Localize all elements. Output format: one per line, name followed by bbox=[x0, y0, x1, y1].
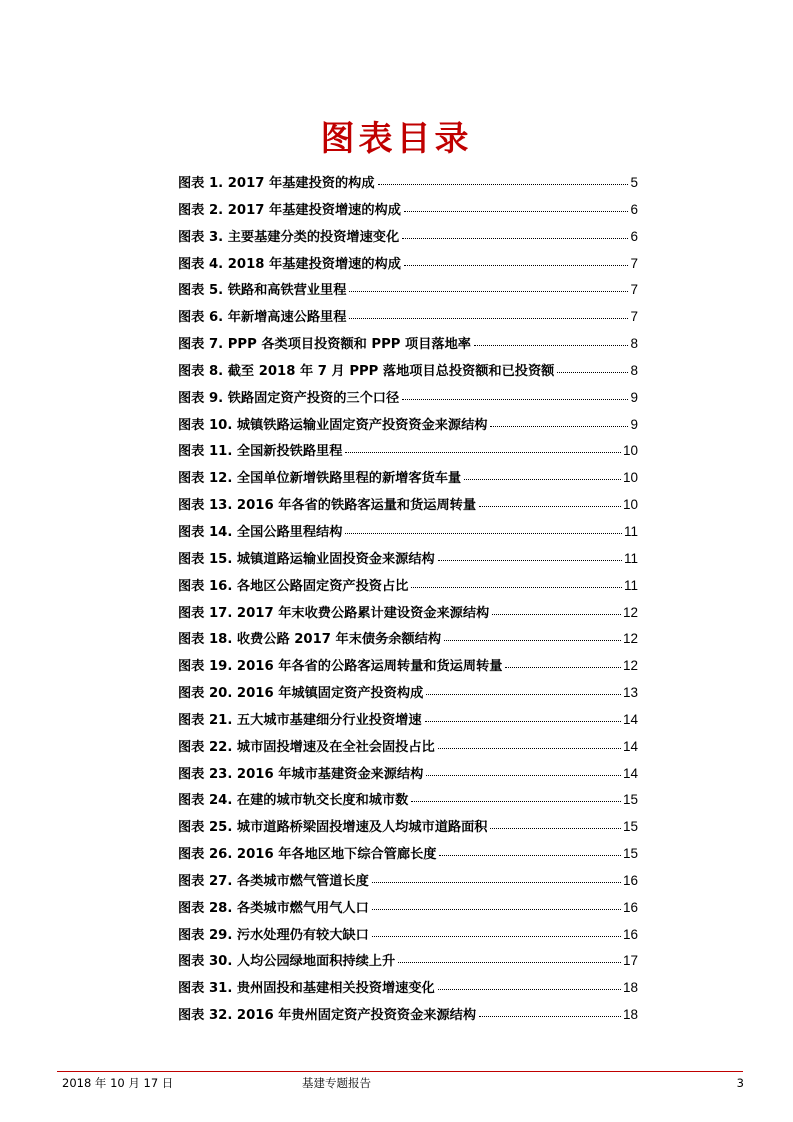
toc-entry[interactable] bbox=[178, 494, 638, 521]
toc-entry-label: 图表 1. 2017 年基建投资的构成 bbox=[178, 176, 375, 191]
toc-entry-label: 图表 4. 2018 年基建投资增速的构成 bbox=[178, 256, 401, 272]
toc-entry-page: 15 bbox=[622, 846, 638, 862]
toc-entry-label: 图表 9. 铁路固定资产投资的三个口径 bbox=[178, 390, 400, 406]
toc-entry-page: 17 bbox=[622, 953, 638, 969]
toc-entry[interactable] bbox=[178, 736, 638, 763]
toc-dot-leader bbox=[439, 855, 621, 856]
toc-entry-page: 6 bbox=[630, 228, 638, 244]
toc-dot-leader bbox=[404, 211, 629, 212]
footer-report-name: 基建专题报告 bbox=[302, 1076, 371, 1090]
toc-entry-label: 图表 8. 截至 2018 年 7 月 PPP 落地项目总投资额和已投资额 bbox=[178, 363, 555, 379]
toc-entry-page: 14 bbox=[622, 738, 638, 754]
toc-entry-page: 8 bbox=[630, 336, 638, 352]
toc-dot-leader bbox=[490, 426, 628, 427]
page-title: 图表目录 bbox=[320, 119, 473, 159]
toc-entry-page: 14 bbox=[622, 711, 638, 727]
toc-entry-page: 8 bbox=[630, 362, 638, 378]
toc-dot-leader bbox=[349, 291, 628, 292]
toc-entry-page: 11 bbox=[623, 577, 638, 593]
toc-entry-page: 5 bbox=[630, 175, 638, 190]
toc-entry[interactable] bbox=[178, 440, 638, 467]
toc-entry-label: 图表 25. 城市道路桥梁固投增速及人均城市道路面积 bbox=[178, 820, 488, 836]
toc-entry-label: 图表 31. 贵州固投和基建相关投资增速变化 bbox=[178, 981, 435, 997]
toc-dot-leader bbox=[490, 828, 620, 829]
toc-dot-leader bbox=[444, 640, 621, 641]
toc-dot-leader bbox=[505, 667, 621, 668]
toc-entry[interactable] bbox=[178, 172, 638, 199]
toc-entry-label: 图表 22. 城市固投增速及在全社会固投占比 bbox=[178, 739, 435, 755]
toc-entry[interactable] bbox=[178, 467, 638, 494]
toc-dot-leader bbox=[411, 801, 621, 802]
toc-entry-label: 图表 26. 2016 年各地区地下综合管廊长度 bbox=[178, 847, 437, 863]
toc-entry[interactable] bbox=[178, 924, 638, 951]
toc-entry[interactable] bbox=[178, 789, 638, 816]
toc-entry-label: 图表 16. 各地区公路固定资产投资占比 bbox=[178, 578, 409, 594]
toc-entry-page: 14 bbox=[622, 765, 638, 781]
toc-entry[interactable] bbox=[178, 816, 638, 843]
toc-entry-label: 图表 2. 2017 年基建投资增速的构成 bbox=[178, 202, 401, 218]
toc-entry[interactable] bbox=[178, 226, 638, 253]
toc-dot-leader bbox=[398, 962, 621, 963]
toc-entry[interactable] bbox=[178, 628, 638, 655]
toc-entry-label: 图表 13. 2016 年各省的铁路客运量和货运周转量 bbox=[178, 498, 477, 514]
toc-entry-page: 10 bbox=[622, 470, 638, 486]
toc-entry-label: 图表 3. 主要基建分类的投资增速变化 bbox=[178, 229, 400, 245]
toc-entry[interactable] bbox=[178, 1004, 638, 1031]
toc-dot-leader bbox=[404, 265, 629, 266]
toc-entry[interactable] bbox=[178, 977, 638, 1004]
toc-dot-leader bbox=[464, 479, 621, 480]
toc-entry-page: 9 bbox=[630, 416, 638, 432]
toc-entry-label: 图表 24. 在建的城市轨交长度和城市数 bbox=[178, 793, 409, 809]
toc-dot-leader bbox=[425, 721, 621, 722]
toc-entry[interactable] bbox=[178, 253, 638, 280]
toc-entry[interactable] bbox=[178, 360, 638, 387]
toc-dot-leader bbox=[345, 452, 621, 453]
toc-entry-label: 图表 27. 各类城市燃气管道长度 bbox=[178, 873, 369, 889]
toc-dot-leader bbox=[426, 694, 621, 695]
footer-divider bbox=[57, 1071, 743, 1072]
toc-entry[interactable] bbox=[178, 950, 638, 977]
toc-entry[interactable] bbox=[178, 199, 638, 226]
toc-entry-page: 15 bbox=[622, 819, 638, 835]
toc-entry[interactable] bbox=[178, 843, 638, 870]
toc-entry-page: 13 bbox=[622, 685, 638, 701]
toc-entry[interactable] bbox=[178, 682, 638, 709]
toc-entry-page: 15 bbox=[622, 792, 638, 808]
toc-entry-label: 图表 14. 全国公路里程结构 bbox=[178, 524, 343, 540]
toc-entry-page: 11 bbox=[623, 523, 638, 539]
toc-entry-page: 18 bbox=[622, 1007, 638, 1023]
toc-dot-leader bbox=[411, 587, 622, 588]
toc-entry[interactable] bbox=[178, 575, 638, 602]
toc-entry-label: 图表 11. 全国新投铁路里程 bbox=[178, 444, 343, 460]
toc-entry-page: 16 bbox=[622, 872, 638, 888]
toc-dot-leader bbox=[426, 775, 621, 776]
toc-dot-leader bbox=[402, 399, 628, 400]
toc-entry-label: 图表 5. 铁路和高铁营业里程 bbox=[178, 283, 347, 299]
toc-entry[interactable] bbox=[178, 279, 638, 306]
toc-entry-page: 7 bbox=[630, 282, 638, 298]
toc-entry-label: 图表 17. 2017 年末收费公路累计建设资金来源结构 bbox=[178, 605, 490, 621]
toc-dot-leader bbox=[438, 748, 621, 749]
toc-dot-leader bbox=[345, 533, 622, 534]
footer-page-number: 3 bbox=[736, 1076, 744, 1090]
toc-entry[interactable] bbox=[178, 897, 638, 924]
toc-dot-leader bbox=[492, 614, 621, 615]
toc-entry[interactable] bbox=[178, 655, 638, 682]
toc-entry-page: 7 bbox=[630, 309, 638, 325]
toc-entry-label: 图表 10. 城镇铁路运输业固定资产投资资金来源结构 bbox=[178, 417, 488, 433]
toc-dot-leader bbox=[349, 318, 628, 319]
toc-entry-label: 图表 19. 2016 年各省的公路客运周转量和货运周转量 bbox=[178, 659, 503, 675]
toc-entry-page: 12 bbox=[622, 604, 638, 620]
toc-entry-page: 12 bbox=[622, 658, 638, 674]
toc-dot-leader bbox=[372, 882, 621, 883]
toc-entry[interactable] bbox=[178, 414, 638, 441]
toc-entry-page: 12 bbox=[622, 631, 638, 647]
toc-entry-label: 图表 7. PPP 各类项目投资额和 PPP 项目落地率 bbox=[178, 337, 471, 353]
toc-entry-page: 6 bbox=[630, 201, 638, 217]
toc-entry-label: 图表 15. 城镇道路运输业固投资金来源结构 bbox=[178, 551, 435, 567]
toc-entry-page: 7 bbox=[630, 255, 638, 271]
toc-entry-label: 图表 23. 2016 年城市基建资金来源结构 bbox=[178, 766, 424, 782]
toc-dot-leader bbox=[378, 184, 629, 185]
toc-entry[interactable] bbox=[178, 602, 638, 629]
toc-entry-page: 18 bbox=[622, 980, 638, 996]
toc-entry[interactable] bbox=[178, 763, 638, 790]
toc-entry[interactable] bbox=[178, 387, 638, 414]
toc-dot-leader bbox=[402, 238, 628, 239]
toc-entry-page: 9 bbox=[630, 389, 638, 405]
toc-dot-leader bbox=[438, 989, 621, 990]
toc-entry-page: 16 bbox=[622, 926, 638, 942]
toc-entry[interactable] bbox=[178, 870, 638, 897]
toc-entry[interactable] bbox=[178, 548, 638, 575]
toc-entry-label: 图表 28. 各类城市燃气用气人口 bbox=[178, 900, 369, 916]
toc-entry-label: 图表 12. 全国单位新增铁路里程的新增客货车量 bbox=[178, 471, 462, 487]
toc-entry-label: 图表 18. 收费公路 2017 年末债务余额结构 bbox=[178, 632, 442, 648]
toc-dot-leader bbox=[479, 506, 621, 507]
toc-entry-label: 图表 32. 2016 年贵州固定资产投资资金来源结构 bbox=[178, 1008, 477, 1024]
toc-dot-leader bbox=[474, 345, 629, 346]
toc-entry-label: 图表 20. 2016 年城镇固定资产投资构成 bbox=[178, 686, 424, 702]
toc-entry-label: 图表 6. 年新增高速公路里程 bbox=[178, 310, 347, 326]
toc-dot-leader bbox=[557, 372, 628, 373]
toc-dot-leader bbox=[372, 936, 621, 937]
toc-entry-label: 图表 30. 人均公园绿地面积持续上升 bbox=[178, 954, 396, 970]
toc-entry-label: 图表 21. 五大城市基建细分行业投资增速 bbox=[178, 712, 422, 728]
toc-dot-leader bbox=[479, 1016, 621, 1017]
toc-dot-leader bbox=[438, 560, 622, 561]
toc-entry-page: 10 bbox=[622, 497, 638, 513]
toc-entry[interactable] bbox=[178, 333, 638, 360]
toc-entry-page: 10 bbox=[622, 443, 638, 459]
toc-entry-page: 16 bbox=[622, 899, 638, 915]
toc-dot-leader bbox=[372, 909, 621, 910]
table-of-figures bbox=[178, 172, 638, 1031]
toc-entry[interactable] bbox=[178, 521, 638, 548]
toc-entry[interactable] bbox=[178, 709, 638, 736]
toc-entry-label: 图表 29. 污水处理仍有较大缺口 bbox=[178, 927, 369, 943]
toc-entry-page: 11 bbox=[623, 550, 638, 566]
toc-entry[interactable] bbox=[178, 306, 638, 333]
footer-date: 2018 年 10 月 17 日 bbox=[62, 1076, 174, 1090]
